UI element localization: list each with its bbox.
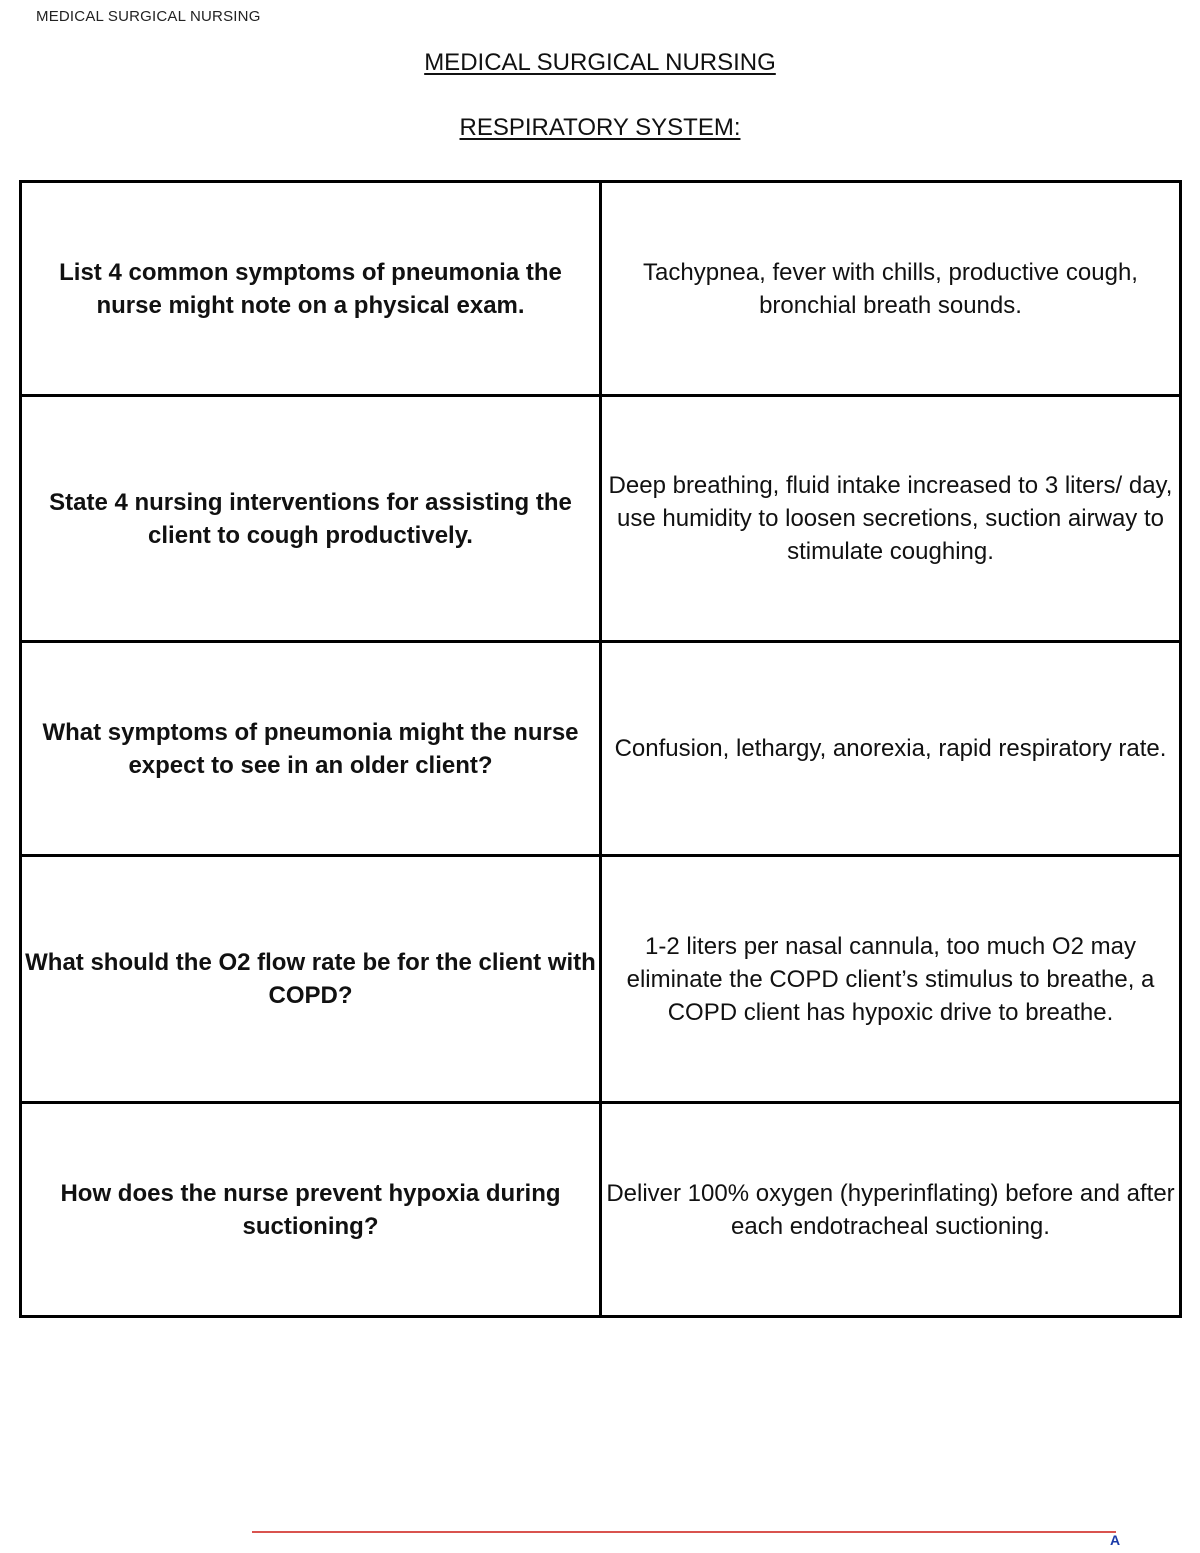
question-cell: What symptoms of pneumonia might the nurse expect to see in an older client? [21,642,601,856]
page-title: MEDICAL SURGICAL NURSING [424,49,776,76]
table-row [21,1103,1181,1317]
question-cell: State 4 nursing interventions for assisting the client to cough productively. [21,396,601,642]
answer-cell: Confusion, lethargy, anorexia, rapid respiratory rate. [601,642,1181,856]
question-cell: How does the nurse prevent hypoxia during suctioning? [21,1103,601,1317]
answer-cell: Tachypnea, fever with chills, productive cough, bronchial breath sounds. [601,182,1181,396]
footer-divider [252,1531,1116,1533]
table-row [21,642,1181,856]
table-row [21,182,1181,396]
question-cell: List 4 common symptoms of pneumonia the nurse might note on a physical exam. [21,182,601,396]
question-cell: What should the O2 flow rate be for the client with COPD? [21,856,601,1103]
answer-cell: Deep breathing, fluid intake increased to 3 liters/ day, use humidity to loosen secretions, suction airway to stimulate coughing. [601,396,1181,642]
running-header: MEDICAL SURGICAL NURSING [36,8,261,25]
table-row [21,396,1181,642]
question-answer-table [19,180,1182,1318]
answer-cell: 1-2 liters per nasal cannula, too much O2 may eliminate the COPD client’s stimulus to breathe, a COPD client has hypoxic drive to breathe. [601,856,1181,1103]
answer-cell: Deliver 100% oxygen (hyperinflating) before and after each endotracheal suctioning. [601,1103,1181,1317]
section-title: RESPIRATORY SYSTEM: [459,114,741,141]
footer-mark: A [1110,1532,1121,1548]
table-row [21,856,1181,1103]
